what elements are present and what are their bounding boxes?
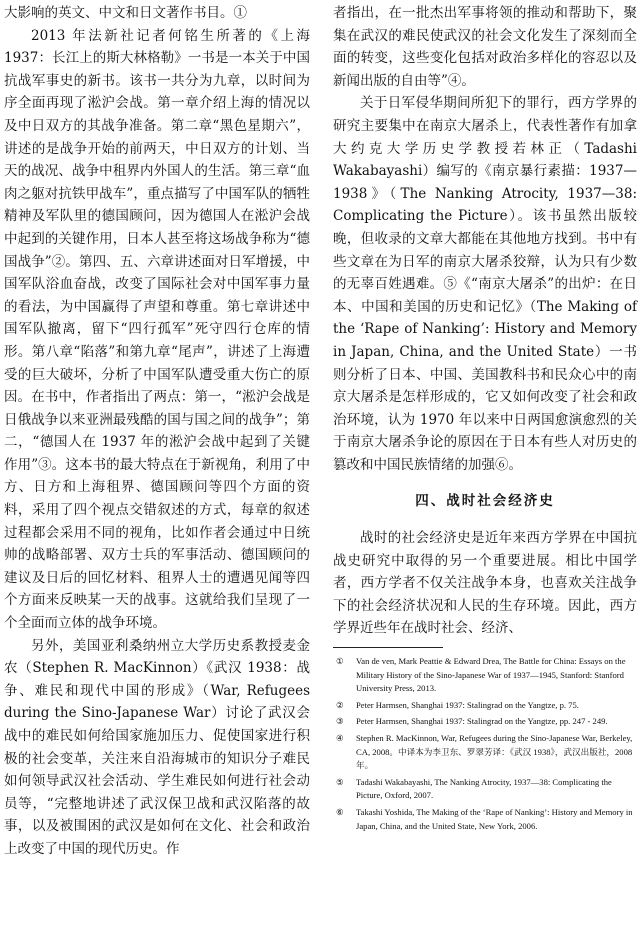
footnote-item [336, 806, 636, 833]
footnote-divider [333, 647, 443, 648]
left-column [4, 2, 310, 861]
footnote-item [336, 699, 636, 713]
footnote-text: Peter Harmsen, Shanghai 1937: Stalingrad on the Yangtze, p. 75. [356, 699, 579, 710]
footnote-item [336, 732, 636, 773]
right-paragraph-2: 关于日军侵华期间所犯下的罪行，西方学界的研究主要集中在南京大屠杀上，代表性著作有加拿大约克大学历史学教授若林正（Tadashi Wakabayashi）编写的《南京暴行素描：1937—1938》（The Nanking Atrocity, 1937—38: Complicating the Picture）。该书虽然出版较晚，但收录的文章大都能在其他地方找到。书中有些文章在为日军的南京大屠杀狡辩，认为只有少数的无辜百姓遇难。⑤《“南京大屠杀”的出炉：在日本、中国和美国的历史和记忆》（The Making of the ‘Rape of Nanking’: History and Memory in Japan, China, and the United State）一书则分析了日本、中国、美国教科书和民众心中的南京大屠杀是怎样形成的，它又如何改变了社会和政治环境，认为 1970 年以来中日两国愈演愈烈的关于南京大屠杀争论的原因在于日本有些人对历史的篡改和中国民族情绪的加强⑥。 [333, 95, 637, 473]
footnotes [336, 655, 636, 836]
left-paragraph-3: 另外，美国亚利桑纳州立大学历史系教授麦金农（Stephen R. MacKinnon）《武汉 1938：战争、难民和现代中国的形成》（War, Refugees during the Sino-Japanese War）讨论了武汉会战中的难民如何给国家施加压力、促使国家进行积极的社会变革，关注来自沿海城市的知识分子难民如何领导武汉社会活动、学生难民如何进行社会动员等，“完整地讲述了武汉保卫战和武汉陷落的故事，以及被围困的武汉是如何在文化、社会和政治上改变了中国的现代历史。作 [4, 637, 310, 857]
footnote-item [336, 715, 636, 729]
footnote-item [336, 776, 636, 803]
footnote-number: ⑤ [336, 776, 344, 787]
right-paragraph-3: 战时的社会经济史是近年来西方学界在中国抗战史研究中取得的另一个重要进展。相比中国学者，西方学者不仅关注战争本身，也喜欢关注战争下的社会经济状况和人民的生存环境。因此，西方学界近些年在战时社会、经济、 [333, 530, 637, 637]
footnote-text: Tadashi Wakabayashi, The Nanking Atrocity, 1937—38: Complicating the Picture, Oxford, 2007. [356, 776, 612, 801]
footnote-number: ① [336, 656, 344, 666]
left-paragraph-1: 大影响的英文、中文和日文著作书目。① [4, 5, 247, 21]
right-paragraph-1: 者指出，在一批杰出军事将领的推动和帮助下，聚集在武汉的难民使武汉的社会文化发生了深刻而全面的转变，这些变化包括对政治多样化的容忍以及新闻出版的自由等”④。 [333, 5, 637, 89]
left-paragraph-2: 2013 年法新社记者何铭生所著的《上海 1937：长江上的斯大林格勒》一书是一本关于中国抗战军事史的新书。该书一共分为九章，以时间为序全面再现了淞沪会战。第一章介绍上海的情况以及中日双方的其战争准备。第二章“黑色星期六”，讲述的是战争开始的前两天，中日双方的计划、当天的战况、战争中租界内外国人的生活。第三章“血肉之躯对抗铁甲战车”，重点描写了中国军队的牺牲精神及军队里的德国顾问，因为德国人在淞沪会战中起到的关键作用，日本人甚至将这场战争称为“德国战争”②。第四、五、六章讲述面对日军增援，中国军队浴血奋战，改变了国际社会对中国军事力量的看法，为中国赢得了声望和尊重。第七章讲述中国军队撤离，留下“四行孤军”死守四行仓库的情形。第八章“陷落”和第九章“尾声”，讲述了上海遭受的巨大破坏，分析了中国军队遭受重大伤亡的原因。在书中，作者指出了两点：第一，“淞沪会战是日俄战争以来亚洲最残酷的国与国之间的战争”；第二，“德国人在 1937 年的淞沪会战中起到了关键作用”③。这本书的最大特点在于新视角，利用了中方、日方和上海租界、德国顾问等四个方面的资料，采用了四个视点交错叙述的方式，每章的叙述过程都会采用不同的视角，比如作者会通过中日统帅的战略部署、双方士兵的军事活动、德国顾问的建议及日后的回忆材料、租界人士的遭遇见闻等四个方面来反映某一天的战事。这就给我们呈现了一个全面而立体的战争环境。 [4, 27, 310, 632]
footnote-number: ④ [336, 732, 344, 743]
footnote-text: Stephen R. MacKinnon, War, Refugees during the Sino-Japanese War, Berkeley, CA, 2008。中译本为李卫东、罗翠芳译：《武汉 1938》，武汉出版社，2008 年。 [356, 732, 633, 771]
footnote-text: Peter Harmsen, Shanghai 1937: Stalingrad on the Yangtze, pp. 247 - 249. [356, 716, 608, 727]
right-column [333, 2, 637, 640]
footnote-text: Van de ven, Mark Peattie & Edward Drea, The Battle for China: Essays on the Military History of the Sino-Japanese War of 1937—1945, Stanford: Stanford University Press, 2013. [356, 656, 626, 694]
footnote-number: ② [336, 699, 344, 710]
section-heading: 四、战时社会经济史 [415, 493, 555, 510]
footnote-number: ③ [336, 716, 344, 727]
footnote-number: ⑥ [336, 806, 344, 817]
footnote-item [336, 655, 636, 696]
footnote-text: Takashi Yoshida, The Making of the ‘Rape of Nanking’: History and Memory in Japan, China, and the United State, New York, 2006. [356, 806, 633, 831]
